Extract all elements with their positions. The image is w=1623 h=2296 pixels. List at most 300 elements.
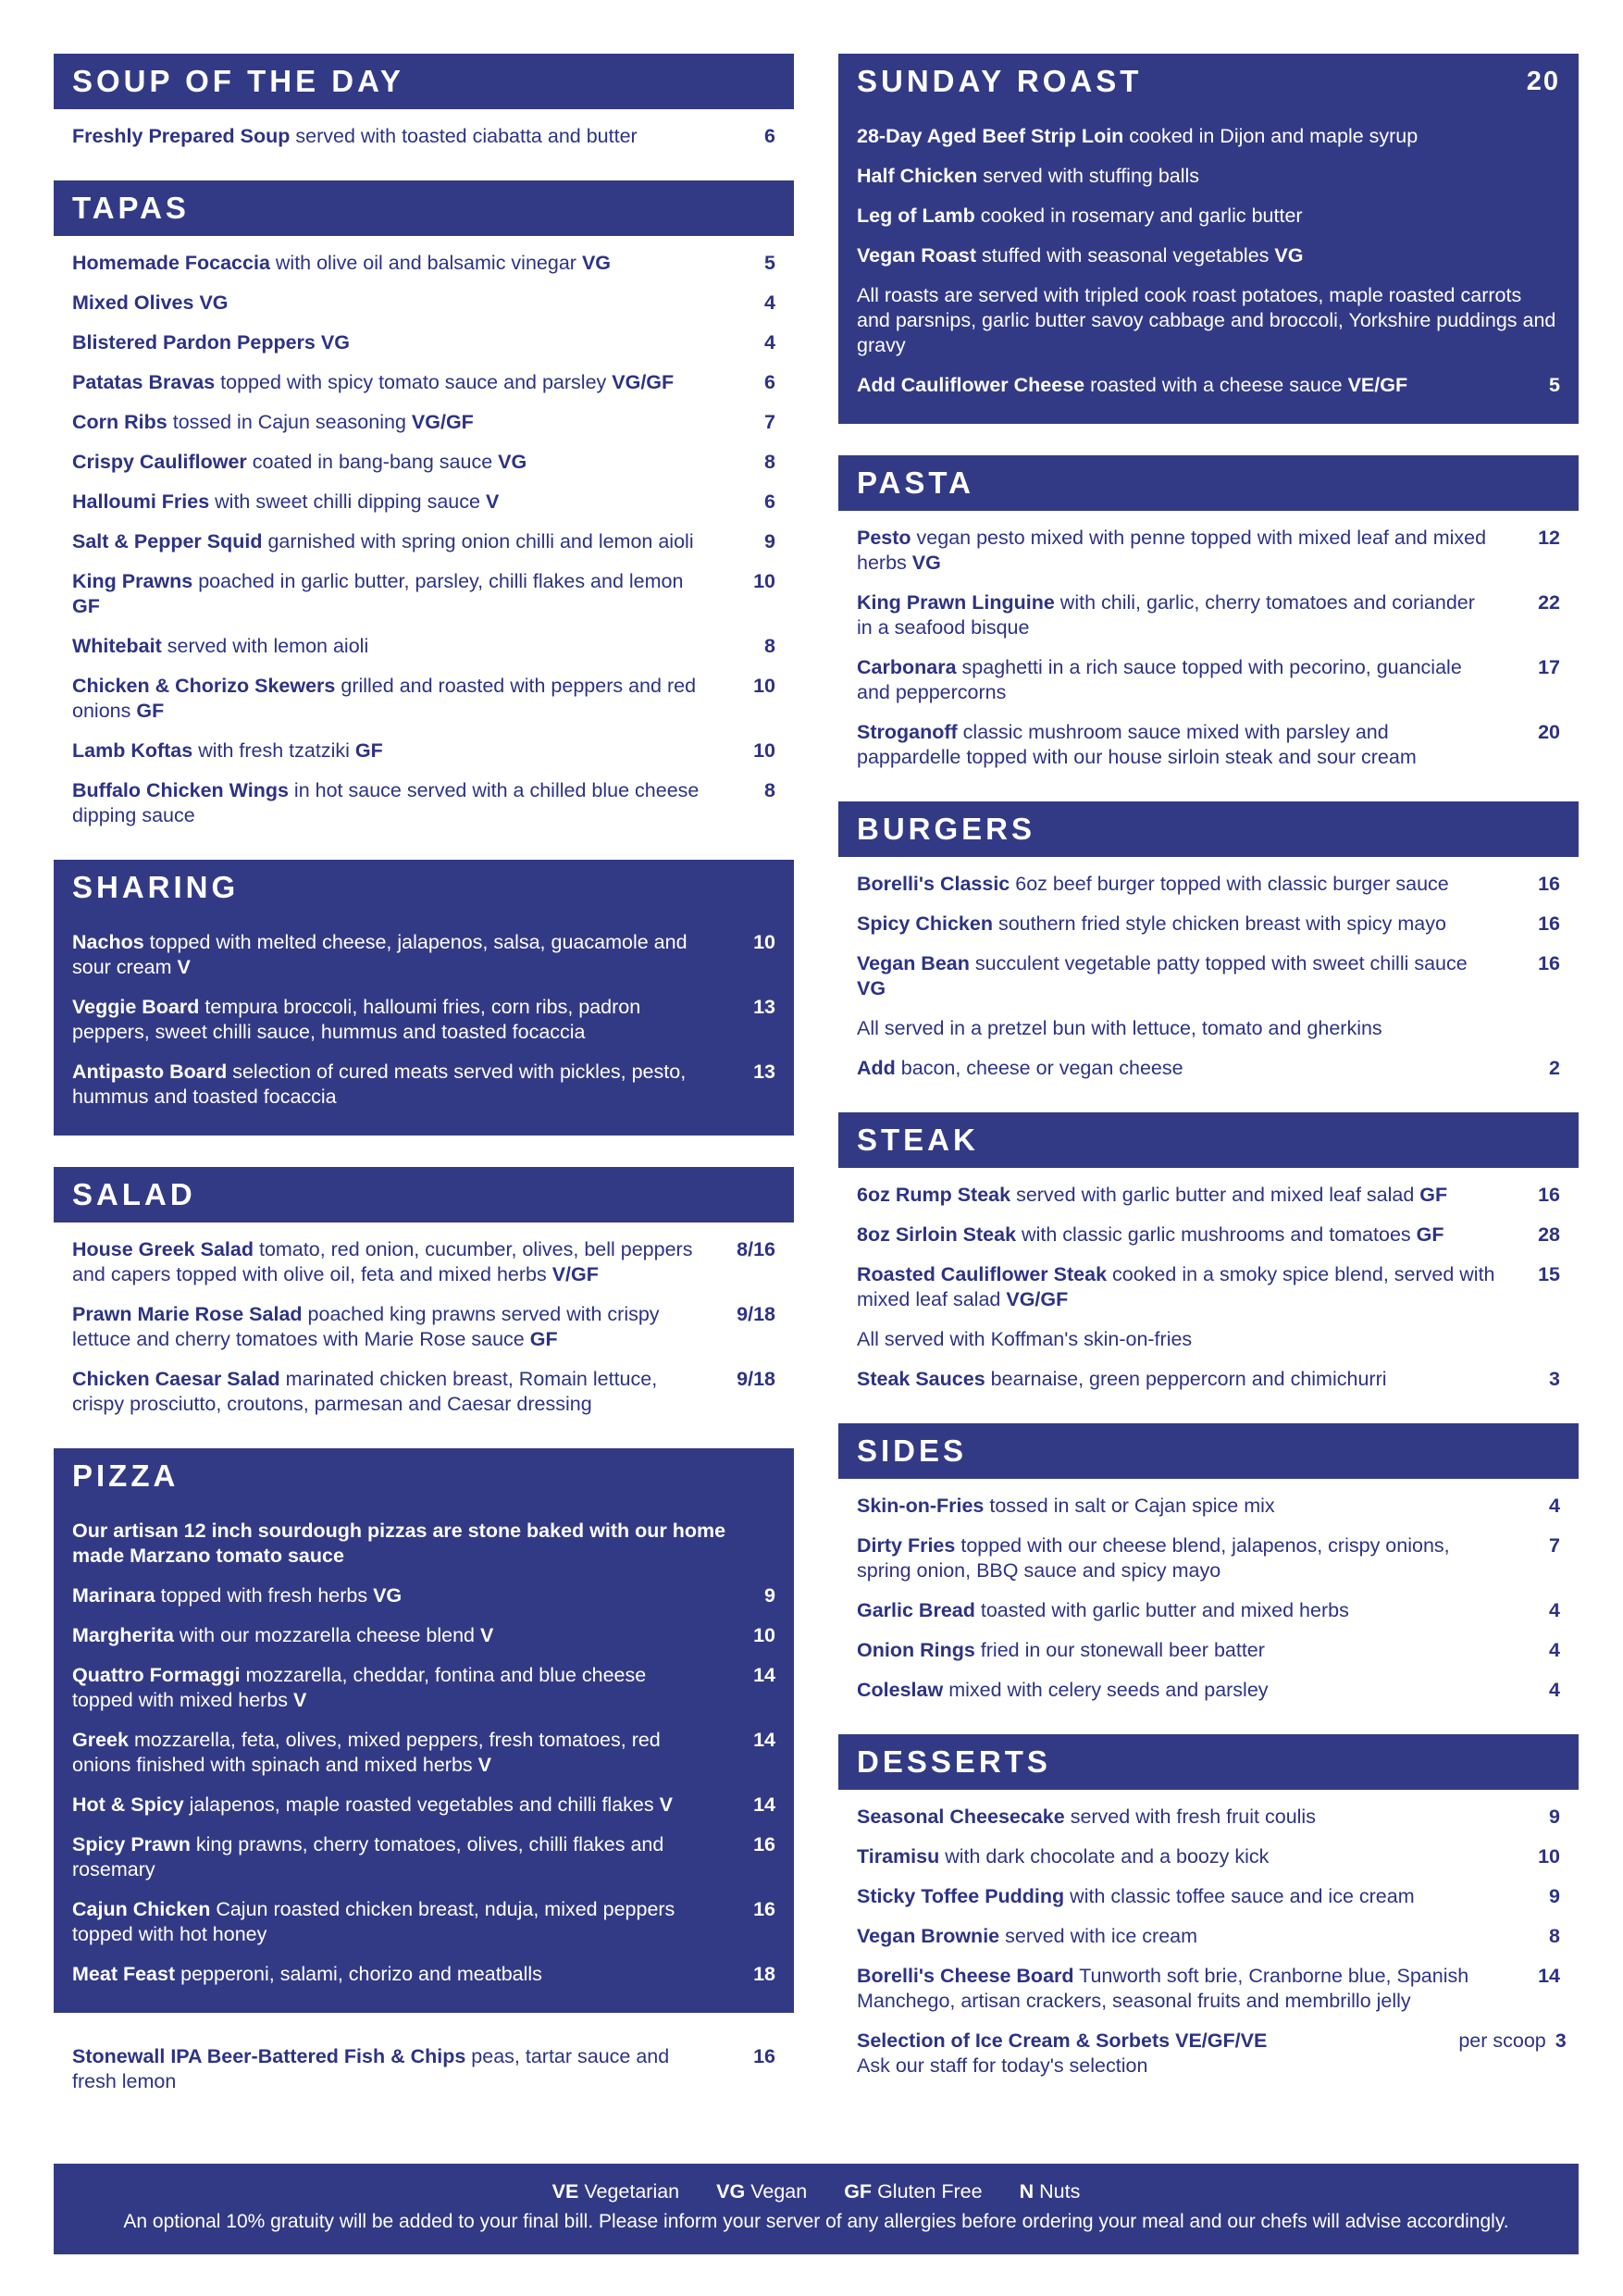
item-list — [72, 2044, 775, 2094]
legend-label: Vegan — [750, 2180, 808, 2203]
item-description: bacon, cheese or vegan cheese — [900, 1057, 1183, 1079]
item-name: Selection of Ice Cream & Sorbets — [857, 2029, 1171, 2052]
item-name: Pesto — [857, 527, 911, 549]
item-description: classic mushroom sauce mixed with parsley and pappardelle topped with our house sirloin steak and sour cream — [857, 721, 1417, 768]
price-value: 20 — [1538, 721, 1560, 743]
item-description-block — [72, 370, 711, 395]
item-description-block — [857, 1844, 1495, 1869]
item-description-block — [72, 995, 711, 1045]
dietary-tag: GF — [354, 739, 383, 762]
item-description: topped with melted cheese, jalapenos, salsa, guacamole and sour cream — [72, 931, 688, 978]
menu-item-king-prawn-linguine — [857, 590, 1560, 640]
menu-item-carbonara — [857, 655, 1560, 705]
item-description-block — [857, 1533, 1495, 1583]
price-value: 14 — [753, 1664, 775, 1686]
item-description: with olive oil and balsamic vinegar — [275, 252, 576, 274]
dietary-tag: GF — [72, 595, 100, 617]
item-price — [738, 1962, 775, 1987]
item-description-block — [857, 1678, 1495, 1703]
section-steak — [838, 1112, 1579, 1392]
menu-item-spicy-chicken — [857, 912, 1560, 937]
item-description: cooked in a smoky spice blend, served with mixed leaf salad — [857, 1263, 1495, 1310]
item-description: served with garlic butter and mixed leaf salad — [1016, 1184, 1415, 1206]
item-description-block — [857, 1964, 1495, 2014]
item-price — [1523, 1598, 1560, 1623]
dietary-tag: GF — [529, 1328, 558, 1350]
item-price — [1523, 1494, 1560, 1519]
item-name: Roasted Cauliflower Steak — [857, 1263, 1108, 1285]
item-price — [738, 738, 775, 763]
price-value: 5 — [1549, 374, 1560, 396]
item-description-block — [857, 1262, 1495, 1312]
price-value: 16 — [1538, 873, 1560, 895]
dietary-tag: VG — [199, 292, 229, 314]
item-description: 6oz beef burger topped with classic burger sauce — [1015, 873, 1449, 895]
menu-item-halloumi-fries — [72, 490, 775, 515]
price-value: 10 — [753, 1624, 775, 1646]
section-title: SIDES — [857, 1433, 968, 1468]
menu-item-corn-ribs — [72, 410, 775, 435]
section-salad — [54, 1167, 794, 1417]
price-value: 12 — [1538, 527, 1560, 549]
item-price — [1523, 1844, 1560, 1869]
menu-item-seasonal-cheesecake — [857, 1805, 1560, 1830]
item-list — [838, 1479, 1579, 1703]
dietary-tag: VG — [320, 331, 350, 354]
menu-item-patatas-bravas — [72, 370, 775, 395]
item-list — [54, 915, 794, 1110]
menu-item-stonewall-ipa-beer-battered-fish-chips — [72, 2044, 775, 2094]
menu-item-spicy-prawn — [72, 1832, 775, 1882]
menu-item-stroganoff — [857, 720, 1560, 770]
item-description: grilled and roasted with peppers and red onions — [72, 675, 697, 722]
item-name: Antipasto Board — [72, 1061, 228, 1083]
dietary-tag: VG — [857, 977, 886, 999]
item-price — [738, 1897, 775, 1922]
section-title: DESSERTS — [857, 1744, 1051, 1779]
item-description: stuffed with seasonal vegetables — [982, 244, 1270, 267]
section-title: SHARING — [72, 870, 240, 904]
price-value: 7 — [1549, 1534, 1560, 1557]
price-value: 13 — [753, 996, 775, 1018]
item-description-block — [72, 124, 711, 149]
menu-item-king-prawns — [72, 569, 775, 619]
menu-item-dirty-fries — [857, 1533, 1560, 1583]
menu-item-hot-spicy — [72, 1793, 775, 1818]
item-description-block — [72, 738, 711, 763]
item-name: Garlic Bread — [857, 1599, 975, 1621]
item-description-block — [857, 2029, 1458, 2079]
menu-item-onion-rings — [857, 1638, 1560, 1663]
menu-item-crispy-cauliflower — [72, 450, 775, 475]
item-name: Freshly Prepared Soup — [72, 125, 291, 147]
item-description: with our mozzarella cheese blend — [179, 1624, 475, 1646]
item-name: Meat Feast — [72, 1963, 176, 1985]
item-name: Borelli's Classic — [857, 873, 1010, 895]
item-description: tossed in Cajun seasoning — [172, 411, 406, 433]
item-description: succulent vegetable patty topped with sweet chilli sauce — [974, 952, 1468, 974]
item-description-block — [857, 1056, 1495, 1081]
item-description: tempura broccoli, halloumi fries, corn ribs, padron peppers, sweet chilli sauce, hummus and toasted focaccia — [72, 996, 641, 1043]
price-value: 10 — [753, 931, 775, 953]
item-price — [737, 1237, 775, 1262]
item-name: Borelli's Cheese Board — [857, 1965, 1074, 1987]
price-value: 14 — [1538, 1965, 1560, 1987]
price-value: 16 — [1538, 912, 1560, 935]
dietary-tag: VE/GF — [1347, 374, 1408, 396]
section-title: PASTA — [857, 465, 974, 500]
menu-item-selection-of-ice-cream-sorbets — [857, 2029, 1567, 2079]
item-description: with chili, garlic, cherry tomatoes and coriander in a seafood bisque — [857, 591, 1475, 639]
item-price — [738, 1663, 775, 1688]
item-name: 6oz Rump Steak — [857, 1184, 1011, 1206]
menu-item-buffalo-chicken-wings — [72, 778, 775, 828]
item-name: Prawn Marie Rose Salad — [72, 1303, 303, 1325]
menu-item-pesto — [857, 526, 1560, 576]
menu-item-house-greek-salad — [72, 1237, 775, 1287]
price-value: 4 — [764, 331, 775, 354]
item-name: Hot & Spicy — [72, 1793, 184, 1816]
item-name: Add — [857, 1057, 896, 1079]
section-soup — [54, 54, 794, 149]
item-name: Sticky Toffee Pudding — [857, 1885, 1065, 1907]
item-name: Half Chicken — [857, 165, 978, 187]
dietary-tag: VG — [498, 451, 527, 473]
item-description-block — [857, 951, 1495, 1001]
legend-label: Nuts — [1039, 2180, 1081, 2203]
section-title: SOUP OF THE DAY — [72, 64, 404, 98]
menu-item-8oz-sirloin-steak — [857, 1222, 1560, 1247]
menu-item-veggie-board — [72, 995, 775, 1045]
legend-key: GF — [844, 2180, 873, 2203]
price-value: 16 — [753, 2045, 775, 2067]
section-header-steak — [838, 1112, 1579, 1168]
item-price — [738, 529, 775, 554]
dietary-tag: GF — [1419, 1184, 1448, 1206]
item-description: topped with our cheese blend, jalapenos, crispy onions, spring onion, BBQ sauce and spicy mayo — [857, 1534, 1450, 1582]
item-description-block — [857, 655, 1495, 705]
item-description: served with stuffing balls — [983, 165, 1200, 187]
item-description: poached in garlic butter, parsley, chilli flakes and lemon — [198, 570, 684, 592]
section-header-burgers — [838, 801, 1579, 857]
dietary-tag: V — [477, 1754, 491, 1776]
item-name: Greek — [72, 1729, 129, 1751]
item-name: Steak Sauces — [857, 1368, 985, 1390]
item-description: jalapenos, maple roasted vegetables and chilli flakes — [189, 1793, 654, 1816]
menu-item-marinara — [72, 1583, 775, 1608]
item-description: in hot sauce served with a chilled blue cheese dipping sauce — [72, 779, 700, 826]
item-description: Cajun roasted chicken breast, nduja, mixed peppers topped with hot honey — [72, 1898, 675, 1945]
price-value: 22 — [1538, 591, 1560, 614]
menu-item-whitebait — [72, 634, 775, 659]
section-roast — [838, 54, 1579, 424]
item-name: Corn Ribs — [72, 411, 167, 433]
price-value: 4 — [1549, 1639, 1560, 1661]
item-description-block — [857, 1805, 1495, 1830]
price-value: 28 — [1538, 1223, 1560, 1246]
item-name: Nachos — [72, 931, 144, 953]
item-description: mozzarella, cheddar, fontina and blue cheese topped with mixed herbs — [72, 1664, 647, 1711]
section-sharing — [54, 860, 794, 1136]
left-column — [54, 54, 794, 2126]
section-tapas — [54, 180, 794, 828]
section-desserts — [838, 1734, 1579, 2079]
section-sides — [838, 1423, 1579, 1703]
item-name: Marinara — [72, 1584, 155, 1607]
dietary-tag: V/GF — [551, 1263, 599, 1285]
item-description-block — [857, 243, 1495, 268]
item-price — [738, 251, 775, 276]
item-description-block — [857, 164, 1495, 189]
item-description-block — [72, 450, 711, 475]
menu-item-greek — [72, 1728, 775, 1778]
menu-item-steak-sauces — [857, 1367, 1560, 1392]
item-name: Patatas Bravas — [72, 371, 216, 393]
item-price — [737, 1302, 775, 1327]
item-description-block — [72, 778, 711, 828]
item-description-block — [857, 872, 1495, 897]
price-value: 13 — [753, 1061, 775, 1083]
menu-item-half-chicken — [857, 164, 1560, 189]
dietary-tag: VG/GF — [612, 371, 675, 393]
item-name: Homemade Focaccia — [72, 252, 270, 274]
item-list — [838, 857, 1579, 1081]
item-description-block — [72, 1793, 711, 1818]
item-description: coated in bang-bang sauce — [252, 451, 493, 473]
item-description-block — [857, 912, 1495, 937]
price-value: 9 — [764, 530, 775, 552]
menu-item-borelli-s-classic — [857, 872, 1560, 897]
item-price — [1523, 1884, 1560, 1909]
section-note: All served in a pretzel bun with lettuce, tomato and gherkins — [857, 1017, 1382, 1039]
price-value: 2 — [1549, 1057, 1560, 1079]
price-value: 10 — [753, 739, 775, 762]
item-description: roasted with a cheese sauce — [1090, 374, 1343, 396]
item-price — [738, 330, 775, 355]
item-description-block — [857, 1638, 1495, 1663]
menu-item-add — [857, 1056, 1560, 1081]
item-name: Margherita — [72, 1624, 174, 1646]
menu-footer — [54, 2164, 1579, 2254]
section-price: 20 — [1526, 66, 1560, 96]
menu-item-roasted-cauliflower-steak — [857, 1262, 1560, 1312]
price-value: 8/16 — [737, 1238, 775, 1260]
item-description: pepperoni, salami, chorizo and meatballs — [180, 1963, 542, 1985]
menu-item-coleslaw — [857, 1678, 1560, 1703]
item-price — [1523, 1183, 1560, 1208]
section-pasta — [838, 455, 1579, 770]
price-prefix: per scoop — [1458, 2029, 1546, 2052]
item-price — [1458, 2029, 1567, 2054]
price-value: 9/18 — [737, 1303, 775, 1325]
item-price — [738, 370, 775, 395]
section-header-tapas — [54, 180, 794, 236]
item-name: Carbonara — [857, 656, 957, 678]
item-price — [738, 1583, 775, 1608]
price-value: 4 — [1549, 1679, 1560, 1701]
menu-item-6oz-rump-steak — [857, 1183, 1560, 1208]
item-description-block — [857, 1924, 1495, 1949]
item-description: tomato, red onion, cucumber, olives, bell peppers and capers topped with olive oil, feta and mixed herbs — [72, 1238, 693, 1285]
item-description: with fresh tzatziki — [198, 739, 350, 762]
price-value: 7 — [764, 411, 775, 433]
price-value: 4 — [1549, 1599, 1560, 1621]
menu-item-borelli-s-cheese-board — [857, 1964, 1560, 2014]
menu-item-nachos — [72, 930, 775, 980]
item-description: cooked in rosemary and garlic butter — [980, 205, 1303, 227]
price-value: 6 — [764, 125, 775, 147]
item-description-block — [857, 1598, 1495, 1623]
dietary-tag: VE/GF/VE — [1175, 2029, 1268, 2052]
item-description: served with lemon aioli — [167, 635, 369, 657]
section-note: All roasts are served with tripled cook roast potatoes, maple roasted carrots and parsnips, garlic butter savoy cabbage and broccoli, Yorkshire puddings and gravy — [857, 284, 1556, 356]
item-description-block — [72, 1237, 711, 1287]
section-header-sharing — [54, 860, 794, 915]
item-price — [1523, 590, 1560, 615]
dietary-tag: VG — [1274, 244, 1304, 267]
item-price — [738, 674, 775, 699]
item-description-block — [72, 1897, 711, 1947]
item-price — [738, 634, 775, 659]
price-value: 6 — [764, 371, 775, 393]
item-description: mozzarella, feta, olives, mixed peppers, fresh tomatoes, red onions finished with spinach and mixed herbs — [72, 1729, 661, 1776]
price-value: 16 — [753, 1898, 775, 1920]
item-name: Seasonal Cheesecake — [857, 1806, 1065, 1828]
item-name: Tiramisu — [857, 1845, 940, 1868]
section-title: BURGERS — [857, 812, 1036, 846]
item-name: King Prawns — [72, 570, 193, 592]
dietary-tag: VG — [373, 1584, 403, 1607]
menu-item-garlic-bread — [857, 1598, 1560, 1623]
section-title: STEAK — [857, 1123, 979, 1157]
section-note: All served with Koffman's skin-on-fries — [857, 1328, 1193, 1350]
section-intro: Our artisan 12 inch sourdough pizzas are stone baked with our home made Marzano tomato sauce — [72, 1520, 726, 1567]
item-list — [838, 511, 1579, 770]
item-price — [1523, 1924, 1560, 1949]
price-value: 3 — [1555, 2029, 1567, 2052]
legend-key: VE — [551, 2180, 579, 2203]
item-name: Vegan Brownie — [857, 1925, 1000, 1947]
price-value: 9 — [1549, 1885, 1560, 1907]
item-price — [738, 450, 775, 475]
legend-label: Vegetarian — [584, 2180, 680, 2203]
item-price — [1523, 373, 1560, 398]
menu-item-vegan-roast — [857, 243, 1560, 268]
section-burgers — [838, 801, 1579, 1081]
item-price — [1523, 720, 1560, 745]
item-description: bearnaise, green peppercorn and chimichurri — [990, 1368, 1387, 1390]
item-name: Quattro Formaggi — [72, 1664, 241, 1686]
item-name: Chicken & Chorizo Skewers — [72, 675, 336, 697]
item-name: Spicy Prawn — [72, 1833, 191, 1855]
item-name: Coleslaw — [857, 1679, 944, 1701]
item-price — [1523, 1678, 1560, 1703]
item-description-block — [72, 930, 711, 980]
item-name: 8oz Sirloin Steak — [857, 1223, 1017, 1246]
item-price — [1523, 1056, 1560, 1081]
section-header-roast — [838, 54, 1579, 109]
item-description-block — [857, 1367, 1495, 1392]
item-description: served with ice cream — [1005, 1925, 1198, 1947]
item-description: toasted with garlic butter and mixed herbs — [980, 1599, 1349, 1621]
section-header-soup — [54, 54, 794, 109]
price-value: 14 — [753, 1793, 775, 1816]
item-name: Lamb Koftas — [72, 739, 193, 762]
item-list — [54, 1504, 794, 1987]
menu-item-cajun-chicken — [72, 1897, 775, 1947]
price-value: 8 — [764, 779, 775, 801]
section-title: TAPAS — [72, 191, 190, 225]
item-description-block — [857, 1884, 1495, 1909]
section-title: PIZZA — [72, 1458, 180, 1493]
item-name: Blistered Pardon Peppers — [72, 331, 316, 354]
item-price — [1523, 912, 1560, 937]
item-price — [738, 291, 775, 316]
legend-key: N — [1019, 2180, 1035, 2203]
item-description: with sweet chilli dipping sauce — [215, 490, 480, 513]
price-value: 15 — [1538, 1263, 1560, 1285]
item-price — [738, 1060, 775, 1085]
menu-item-lamb-koftas — [72, 738, 775, 763]
item-description: spaghetti in a rich sauce topped with pecorino, guanciale and peppercorns — [857, 656, 1462, 703]
item-name: Veggie Board — [72, 996, 200, 1018]
item-name: King Prawn Linguine — [857, 591, 1055, 614]
item-price — [1523, 1222, 1560, 1247]
item-description-block — [857, 720, 1495, 770]
dietary-legend — [54, 2180, 1579, 2203]
price-value: 8 — [1549, 1925, 1560, 1947]
item-description-block — [857, 1183, 1495, 1208]
item-description-block — [857, 1222, 1495, 1247]
item-price — [738, 124, 775, 149]
legend-label: Gluten Free — [877, 2180, 983, 2203]
item-description-block — [72, 529, 711, 554]
price-value: 4 — [1549, 1495, 1560, 1517]
price-value: 8 — [764, 635, 775, 657]
item-description-block — [72, 1962, 711, 1987]
menu-item-tiramisu — [857, 1844, 1560, 1869]
item-description: cooked in Dijon and maple syrup — [1129, 125, 1419, 147]
item-price — [738, 2044, 775, 2069]
item-description: Tunworth soft brie, Cranborne blue, Spanish Manchego, artisan crackers, seasonal fruits and membrillo jelly — [857, 1965, 1469, 2012]
item-price — [1523, 526, 1560, 551]
dietary-tag: VG/GF — [1006, 1288, 1069, 1310]
price-value: 10 — [1538, 1845, 1560, 1868]
item-price — [738, 930, 775, 955]
item-price — [1523, 951, 1560, 976]
item-description-block — [72, 2044, 711, 2094]
section-header-desserts — [838, 1734, 1579, 1790]
item-description-block — [857, 373, 1495, 398]
item-description: garnished with spring onion chilli and lemon aioli — [267, 530, 694, 552]
item-description-block — [72, 1302, 711, 1352]
item-description-block — [72, 1663, 711, 1713]
menu-item-vegan-brownie — [857, 1924, 1560, 1949]
item-description-block — [72, 634, 711, 659]
item-description: fried in our stonewall beer batter — [980, 1639, 1265, 1661]
item-description-block — [72, 1728, 711, 1778]
item-description-block — [857, 590, 1495, 640]
dietary-tag: VG — [911, 552, 941, 574]
section-header-salad — [54, 1167, 794, 1222]
item-list — [54, 236, 794, 828]
section-title: SUNDAY ROAST — [857, 64, 1143, 98]
price-value: 14 — [753, 1729, 775, 1751]
menu-item-quattro-formaggi — [72, 1663, 775, 1713]
menu-item-meat-feast — [72, 1962, 775, 1987]
section-pizza — [54, 1448, 794, 2013]
menu-item-28-day-aged-beef-strip-loin — [857, 124, 1560, 149]
